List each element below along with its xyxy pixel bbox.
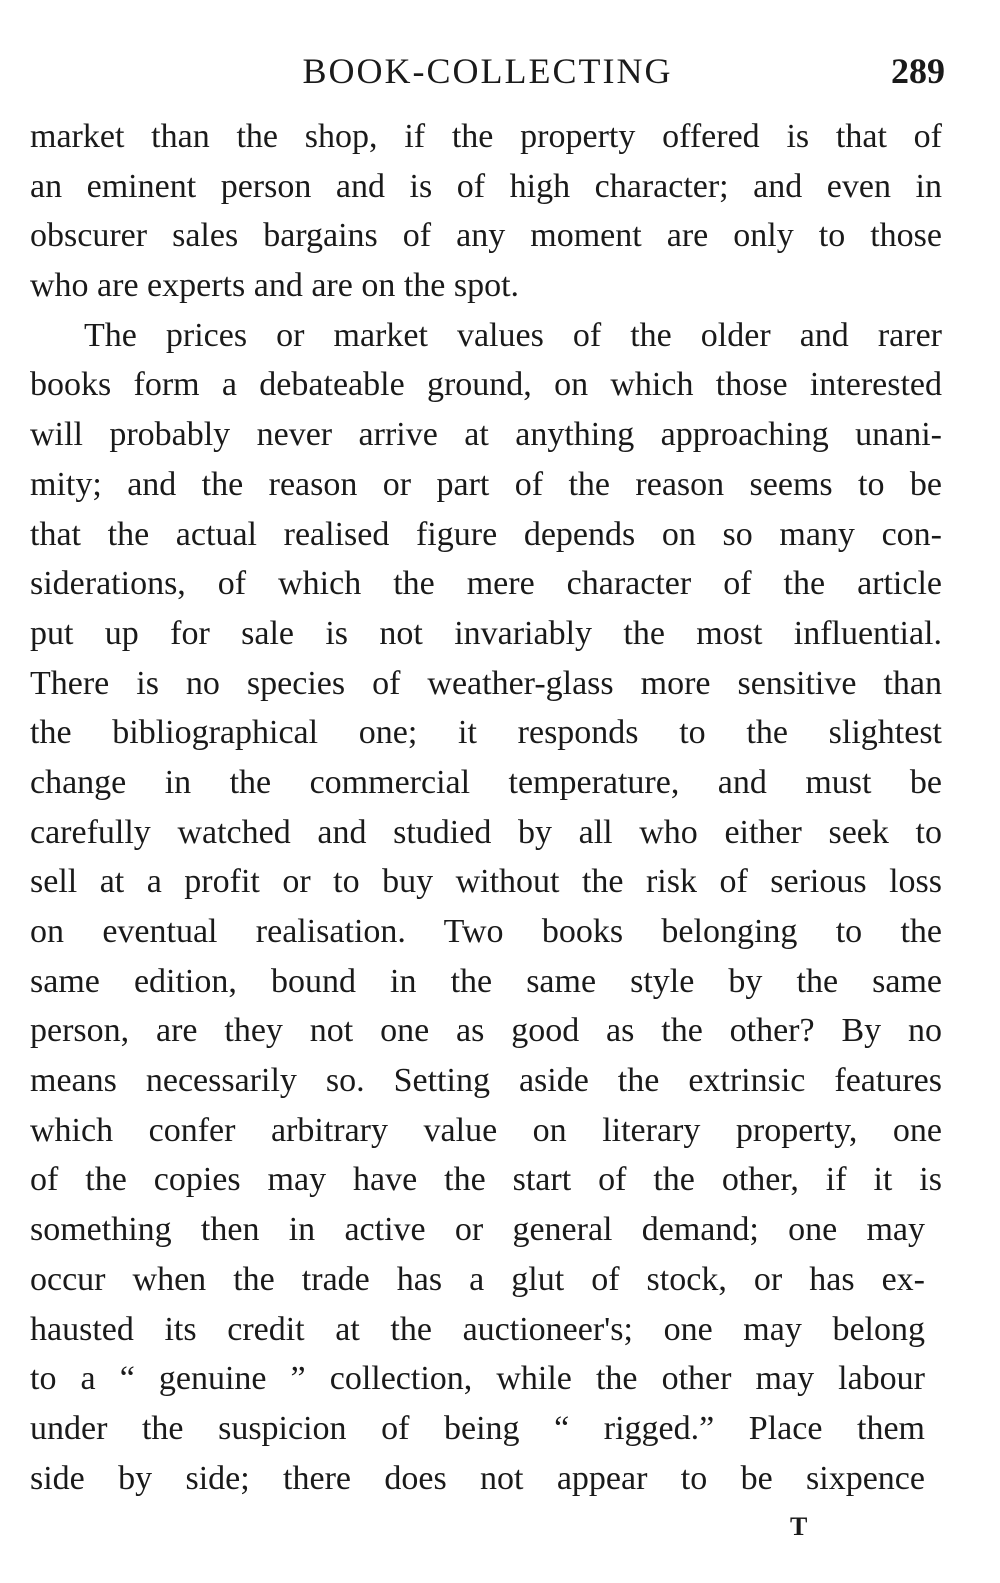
text-line: occur when the trade has a glut of stock, or has ex- [30,1260,925,1298]
page-number: 289 [891,51,945,91]
text-line: which confer arbitrary value on literary property, one [30,1111,942,1149]
text-line: siderations, of which the mere character of the article [30,565,942,603]
text-line: person, are they not one as good as the other? By no [30,1012,942,1050]
text-line: The prices or market values of the older and rarer [84,316,942,354]
text-line: the bibliographical one; it responds to the slightest [30,714,942,752]
text-line: market than the shop, if the property offered is that of [30,118,942,155]
text-line: that the actual realised figure depends on so many con- [30,515,942,553]
text-line: books form a debateable ground, on which those interested [30,366,942,404]
text-line: means necessarily so. Setting aside the extrinsic features [30,1062,942,1100]
text-line: on eventual realisation. Two books belonging to the [30,913,942,950]
text-line: carefully watched and studied by all who either seek to [30,813,942,851]
text-line: something then in active or general demand; one may [30,1211,925,1249]
text-line: under the suspicion of being “ rigged.” Place them [30,1409,925,1447]
text-line: will probably never arrive at anything approaching unani- [30,416,942,454]
text-line: mity; and the reason or part of the reason seems to be [30,465,942,503]
running-title: BOOK-COLLECTING [302,51,673,91]
text-line: side by side; there does not appear to be sixpence [30,1459,925,1497]
text-line: of the copies may have the start of the other, if it is [30,1161,942,1199]
text-line: to a “ genuine ” collection, while the other may labour [30,1360,925,1398]
signature-mark: T [790,1512,808,1541]
text-line: same edition, bound in the same style by the same [30,962,942,1000]
running-head [30,50,945,100]
text-line: an eminent person and is of high character; and even in [30,167,942,205]
text-line: There is no species of weather-glass more sensitive than [30,664,942,702]
text-line: change in the commercial temperature, and must be [30,763,942,801]
body-text [30,112,942,1503]
text-line: who are experts and are on the spot. [30,267,520,305]
text-line: put up for sale is not invariably the most influential. [30,614,942,652]
text-line: obscurer sales bargains of any moment are only to those [30,217,942,255]
text-line: hausted its credit at the auctioneer's; one may belong [30,1310,925,1348]
text-line: sell at a profit or to buy without the risk of serious loss [30,863,942,901]
